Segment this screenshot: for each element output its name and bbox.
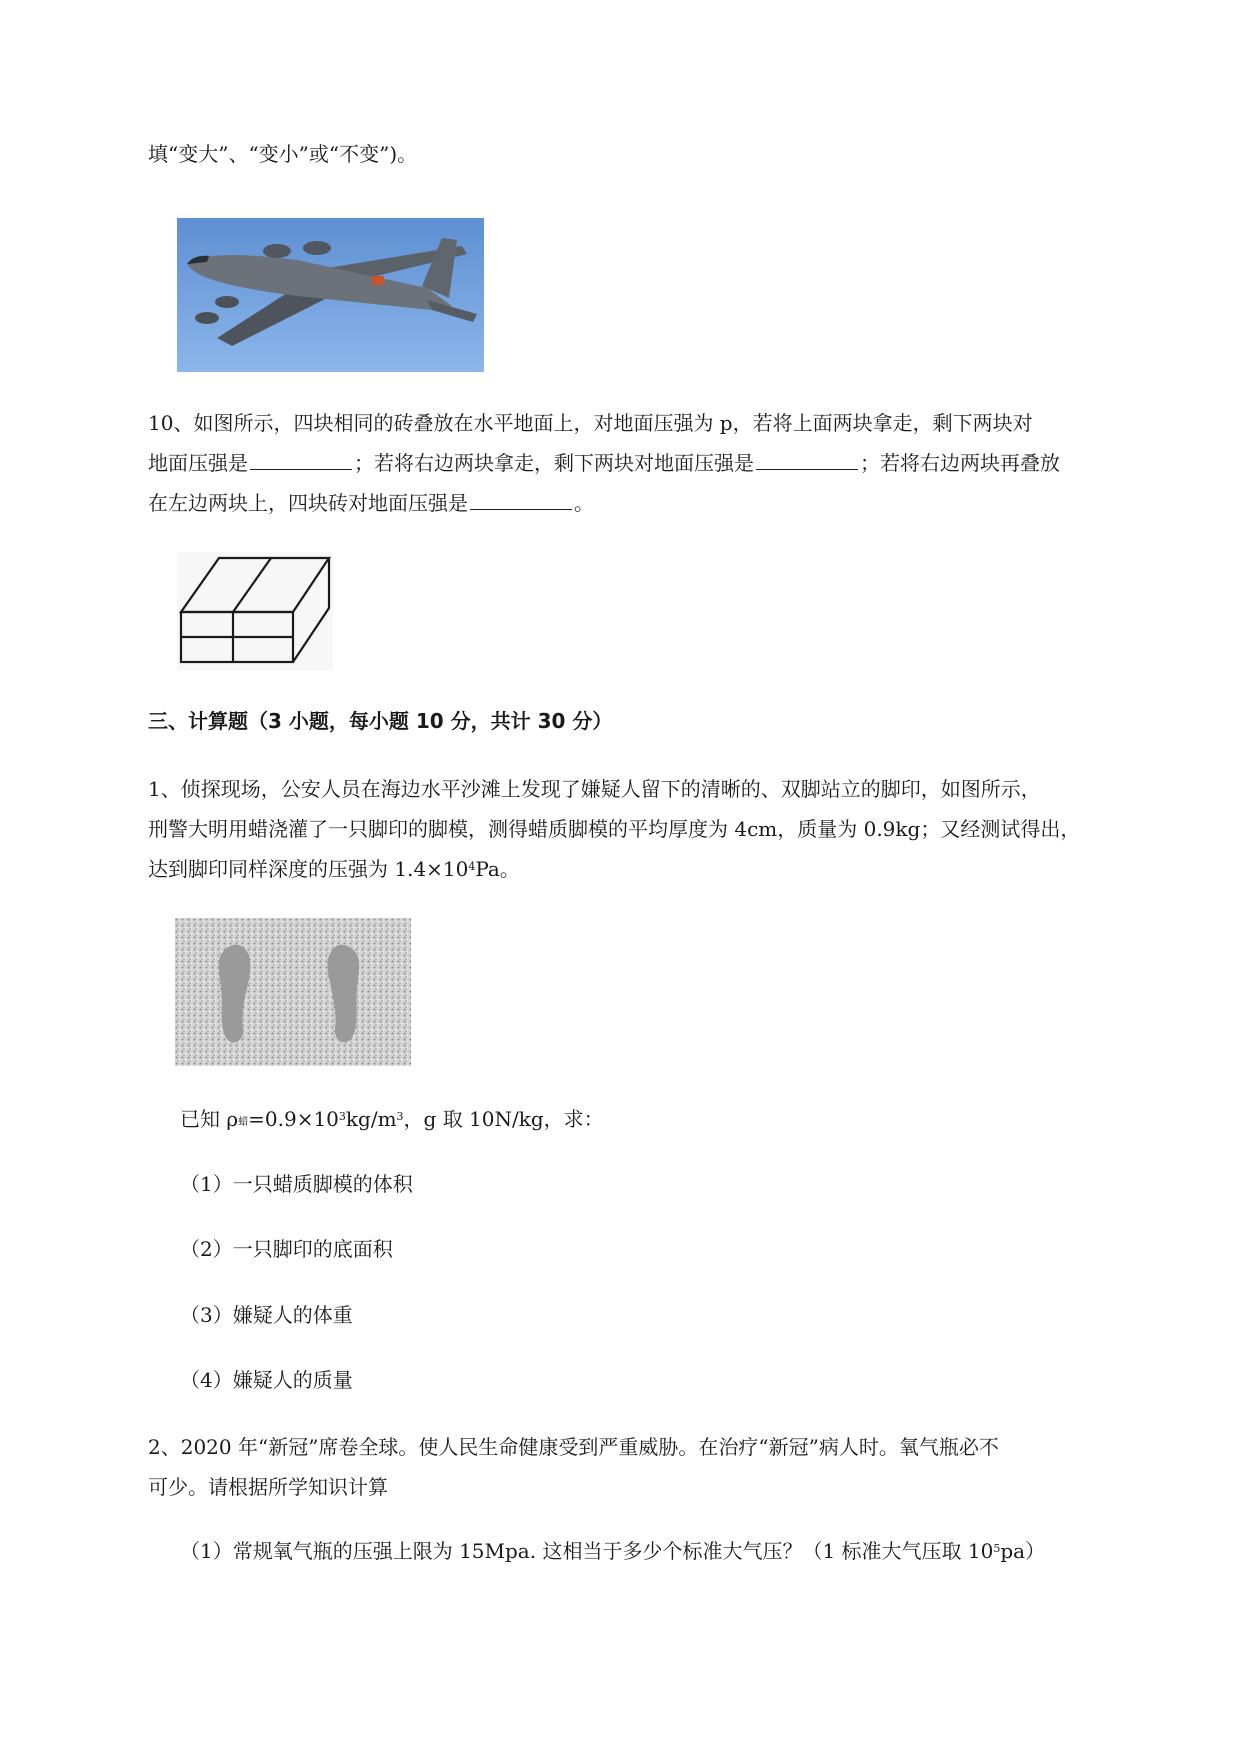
text-segment: =0.9×10 (248, 1107, 339, 1131)
text-segment: 地面压强是 (148, 451, 248, 475)
text-line: 填“变大”、“变小”或“不变”)。 (148, 142, 418, 166)
text-segment: kg/m (345, 1107, 397, 1131)
sub-question-1: （1）一只蜡质脚模的体积 (180, 1172, 413, 1196)
calc-1-line1: 1、侦探现场，公安人员在海边水平沙滩上发现了嫌疑人留下的清晰的、双脚站立的脚印，如图所示， (148, 777, 1041, 801)
section-3-heading: 三、计算题（3 小题，每小题 10 分，共计 30 分） (148, 709, 613, 733)
brick-stack-image (177, 552, 333, 670)
text-segment: 。 (574, 491, 594, 515)
sub-question-3: （3）嫌疑人的体重 (180, 1303, 353, 1327)
text-segment: 达到脚印同样深度的压强为 1.4×10 (148, 857, 469, 881)
text-segment: Pa。 (475, 857, 520, 881)
text-segment: ；若将右边两块再叠放 (860, 451, 1060, 475)
sub-question-4: （4）嫌疑人的质量 (180, 1368, 353, 1392)
footprints-image (175, 918, 411, 1066)
superscript: 4 (468, 860, 476, 873)
text-segment: pa） (1000, 1539, 1046, 1563)
text-segment: ，g 取 10N/kg，求： (403, 1107, 604, 1131)
calc-2-sub-question-1 (180, 1538, 1045, 1564)
airplane-figure (177, 218, 484, 372)
calc-2-line2: 可少。请根据所学知识计算 (148, 1475, 388, 1499)
question-10-line2 (148, 450, 1060, 476)
subscript: 蜡 (238, 1117, 249, 1128)
text-segment: ；若将右边两块拿走，剩下两块对地面压强是 (354, 451, 754, 475)
question-10-line1: 10、如图所示，四块相同的砖叠放在水平地面上，对地面压强为 p，若将上面两块拿走，剩下两块对 (148, 411, 1033, 435)
question-10-line3 (148, 490, 594, 516)
airplane-image (177, 218, 484, 372)
calc-1-line2: 刑警大明用蜡浇灌了一只脚印的脚模，测得蜡质脚模的平均厚度为 4cm，质量为 0.9kg；又经测试得出， (148, 817, 1081, 841)
answer-blank-3[interactable] (470, 491, 572, 510)
answer-blank-1[interactable] (250, 451, 352, 470)
calc-1-line3 (148, 856, 520, 882)
superscript: 5 (993, 1542, 1001, 1555)
text-segment: 已知 ρ (180, 1107, 239, 1131)
sub-question-2: （2）一只脚印的底面积 (180, 1237, 393, 1261)
text-segment: 在左边两块上，四块砖对地面压强是 (148, 491, 468, 515)
brick-figure (177, 552, 333, 670)
superscript: 3 (338, 1110, 346, 1123)
text-segment: （1）常规氧气瓶的压强上限为 15Mpa. 这相当于多少个标准大气压？（1 标准大气压取 10 (180, 1539, 994, 1563)
footprint-figure (175, 918, 411, 1066)
answer-blank-2[interactable] (756, 451, 858, 470)
superscript: 3 (396, 1110, 404, 1123)
calc-2-line1: 2、2020 年“新冠”席卷全球。使人民生命健康受到严重威胁。在治疗“新冠”病人时。氧气瓶必不 (148, 1435, 999, 1459)
given-data (180, 1106, 604, 1132)
